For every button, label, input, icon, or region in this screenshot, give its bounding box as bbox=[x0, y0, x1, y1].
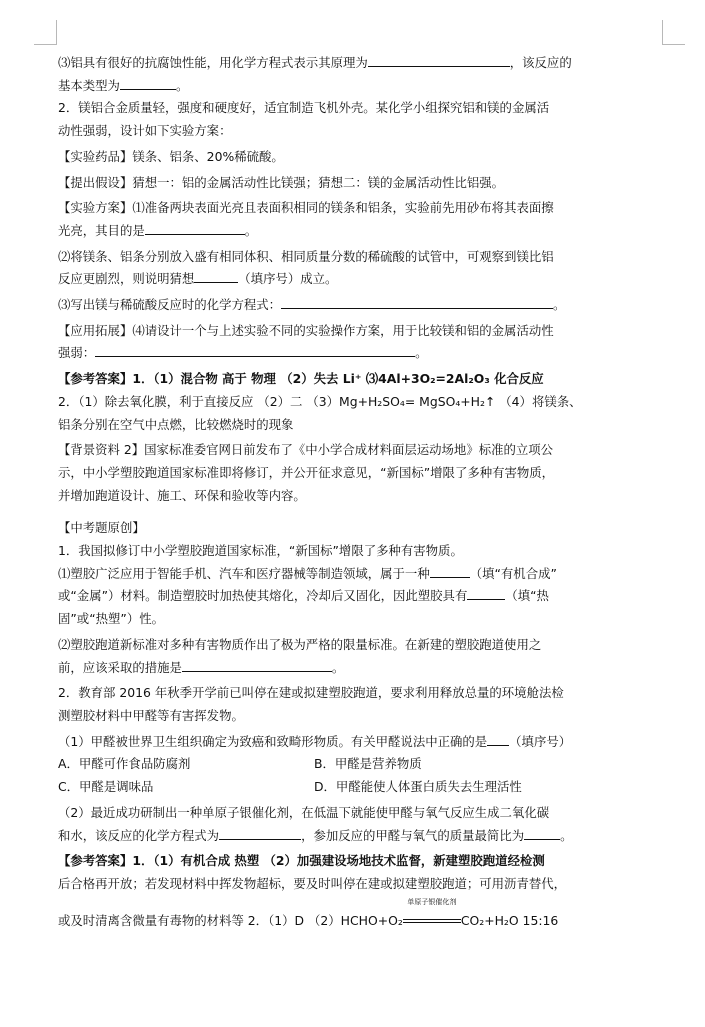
text-line: 固”或“热塑”）性。 bbox=[58, 611, 164, 627]
answer-blank[interactable] bbox=[194, 270, 238, 283]
catalyst-label: 单原子银催化剂 bbox=[407, 897, 457, 906]
text-line: 【实验方案】⑴准备两块表面光亮且表面积相同的镁条和铝条，实验前先用砂布将其表面擦 bbox=[58, 200, 554, 216]
answer-blank[interactable] bbox=[145, 222, 245, 235]
section-heading: 【中考题原创】 bbox=[58, 520, 145, 536]
text-line: 和水，该反应的化学方程式为 ，参加反应的甲醛与氧气的质量最简比为 。 bbox=[58, 827, 573, 843]
text-line: 【背景资料 2】国家标准委官网日前发布了《中小学合成材料面层运动场地》标准的立项公 bbox=[58, 442, 554, 458]
text-line: 光亮，其目的是 。 bbox=[58, 222, 258, 238]
answer-blank[interactable] bbox=[430, 565, 470, 578]
answer-blank[interactable] bbox=[95, 344, 415, 357]
option-c: C．甲醛是调味品 bbox=[58, 779, 154, 795]
answer-blank[interactable] bbox=[120, 77, 176, 90]
page-corner-mark-right bbox=[662, 20, 685, 45]
text-line: 2．镁铝合金质量轻，强度和硬度好，适宜制造飞机外壳。某化学小组探究铝和镁的金属活 bbox=[58, 100, 550, 116]
page-corner-mark-left bbox=[34, 20, 57, 45]
option-a: A．甲醛可作食品防腐剂 bbox=[58, 756, 191, 772]
text-line: 测塑胶材料中甲醛等有害挥发物。 bbox=[58, 707, 244, 723]
text-line: 动性强弱，设计如下实验方案： bbox=[58, 123, 232, 139]
answer-blank[interactable] bbox=[281, 296, 553, 309]
answer-key-line: 或及时清离含微量有毒物的材料等 2．（1）D （2）HCHO+O₂ 单原子银催化剂 CO₂+H₂O 15:16 bbox=[58, 910, 686, 933]
answer-key-line: 【参考答案】1．（1）混合物 高于 物理 （2）失去 Li⁺ ⑶4Al+3O₂=2Al₂O₃ 化合反应 bbox=[58, 371, 544, 387]
reaction-arrow bbox=[403, 897, 461, 933]
text-line: 【实验药品】镁条、铝条、20%稀硫酸。 bbox=[58, 148, 284, 164]
answer-blank[interactable] bbox=[524, 827, 560, 840]
text-line: （2）最近成功研制出一种单原子银催化剂，在低温下就能使甲醛与氧气反应生成二氧化碳 bbox=[58, 804, 550, 820]
text-line: 示，中小学塑胶跑道国家标准即将修订，并公开征求意见，“新国标”增限了多种有害物质， bbox=[58, 464, 555, 480]
text-line: 1．我国拟修订中小学塑胶跑道国家标准，“新国标”增限了多种有害物质。 bbox=[58, 543, 463, 559]
answer-blank[interactable] bbox=[467, 587, 505, 600]
answer-key-line: 后合格再开放；若发现材料中挥发物超标，要及时叫停在建或拟建塑胶跑道；可用沥青替代， bbox=[58, 875, 567, 891]
text-line: 2．教育部 2016 年秋季开学前已叫停在建或拟建塑胶跑道，要求利用释放总量的环境舱法检 bbox=[58, 685, 564, 701]
text-line: ⑶写出镁与稀硫酸反应时的化学方程式： 。 bbox=[58, 297, 566, 313]
text-line: 反应更剧烈，则说明猜想 （填序号）成立。 bbox=[58, 271, 338, 287]
text-line: （1）甲醛被世界卫生组织确定为致癌和致畸形物质。有关甲醛说法中正确的是 （填序号） bbox=[58, 733, 572, 749]
document-body bbox=[58, 52, 686, 932]
text-line: 【提出假设】猜想一：铝的金属活动性比镁强；猜想二：镁的金属活动性比铝强。 bbox=[58, 174, 505, 190]
option-line bbox=[58, 753, 686, 776]
answer-key-line: 铝条分别在空气中点燃，比较燃烧时的现象 bbox=[58, 416, 294, 432]
answer-blank[interactable] bbox=[368, 54, 510, 67]
answer-blank[interactable] bbox=[219, 827, 301, 840]
text-line: 基本类型为 。 bbox=[58, 77, 189, 93]
option-line bbox=[58, 776, 686, 799]
option-d: D．甲醛能使人体蛋白质失去生理活性 bbox=[314, 779, 522, 795]
option-b: B．甲醛是营养物质 bbox=[314, 756, 422, 772]
text-line: ⑶铝具有很好的抗腐蚀性能，用化学方程式表示其原理为 ，该反应的 bbox=[58, 55, 572, 70]
answer-blank[interactable] bbox=[487, 733, 509, 746]
text-line: 并增加跑道设计、施工、环保和验收等内容。 bbox=[58, 487, 306, 503]
text-line: 强弱： 。 bbox=[58, 345, 428, 361]
answer-key-line: 2．（1）除去氧化膜，利于直接反应 （2）二 （3）Mg+H₂SO₄= MgSO₄+H₂↑ （4）将镁条、 bbox=[58, 393, 582, 409]
answer-blank[interactable] bbox=[182, 659, 332, 672]
text-line: ⑵将镁条、铝条分别放入盛有相同体积、相同质量分数的稀硫酸的试管中，可观察到镁比铝 bbox=[58, 248, 554, 264]
text-line: 前，应该采取的措施是 。 bbox=[58, 659, 345, 675]
answer-key-line: 【参考答案】1．（1）有机合成 热塑 （2）加强建设场地技术监督，新建塑胶跑道经检测 bbox=[58, 853, 545, 869]
text-line: ⑵塑胶跑道新标准对多种有害物质作出了极为严格的限量标准。在新建的塑胶跑道使用之 bbox=[58, 636, 542, 652]
text-line: 或“金属”）材料。制造塑胶时加热使其熔化，冷却后又固化，因此塑胶具有 （填“热 bbox=[58, 588, 549, 604]
text-line: ⑴塑胶广泛应用于智能手机、汽车和医疗器械等制造领域，属于一种 （填“有机合成” bbox=[58, 565, 557, 581]
text-line: 【应用拓展】⑷请设计一个与上述实验不同的实验操作方案，用于比较镁和铝的金属活动性 bbox=[58, 322, 554, 338]
